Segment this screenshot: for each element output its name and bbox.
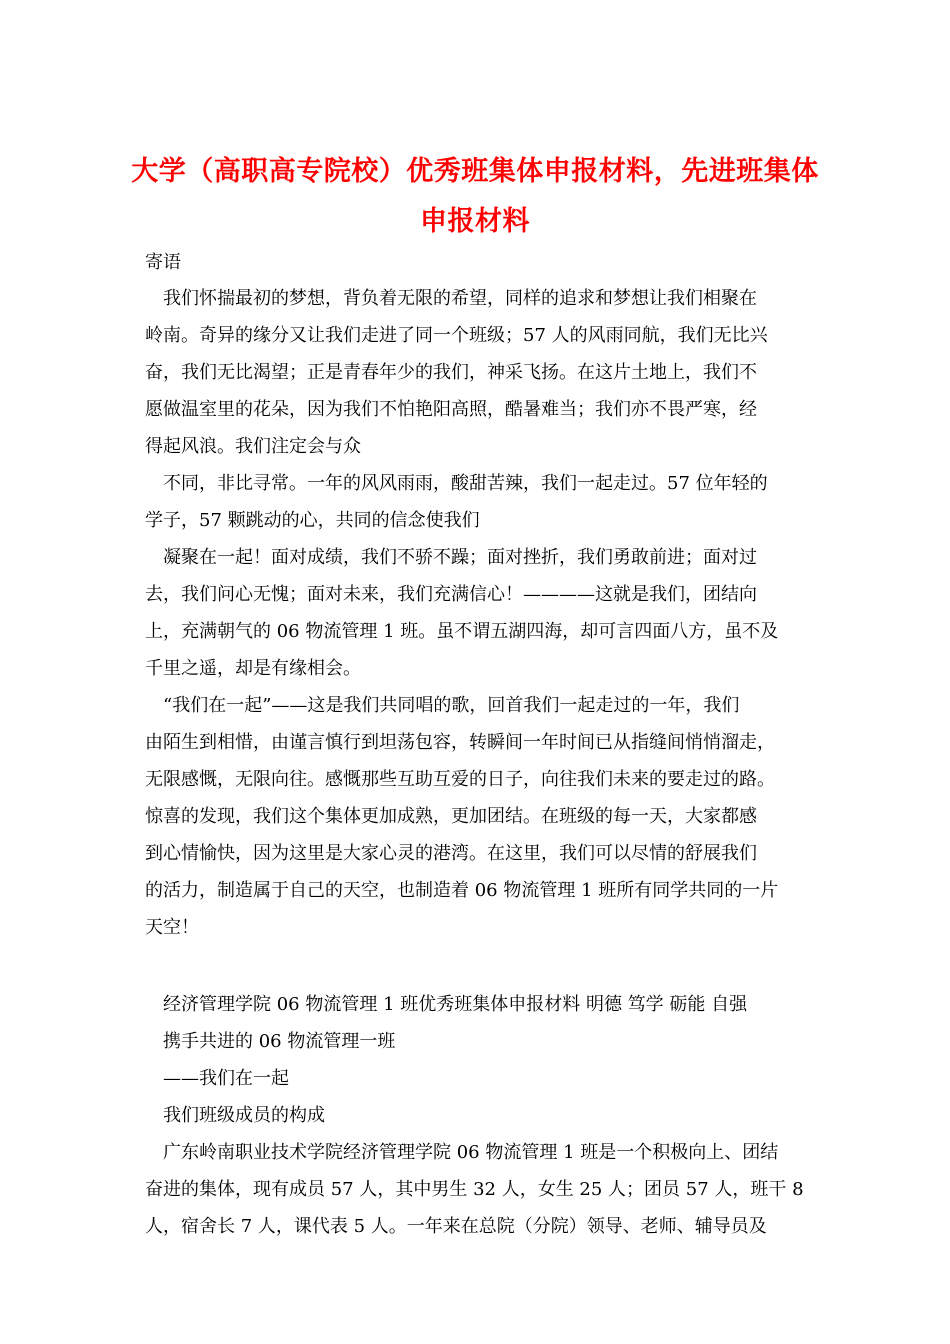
body-line: ——我们在一起 bbox=[163, 1068, 289, 1089]
body-line: 由陌生到相惜，由谨言慎行到坦荡包容，转瞬间一年时间已从指缝间悄悄溜走， bbox=[145, 732, 775, 753]
body-line: 去，我们问心无愧；面对未来，我们充满信心！————这就是我们，团结向 bbox=[145, 584, 757, 605]
body-line: 千里之遥，却是有缘相会。 bbox=[145, 658, 361, 679]
body-line: 天空！ bbox=[145, 917, 199, 938]
body-line: 得起风浪。我们注定会与众 bbox=[145, 436, 361, 457]
body-line: 凝聚在一起！面对成绩，我们不骄不躁；面对挫折，我们勇敢前进；面对过 bbox=[163, 547, 757, 568]
document-body bbox=[145, 280, 815, 1245]
title-line-2: 申报材料 bbox=[420, 206, 530, 237]
body-line: 的活力，制造属于自己的天空，也制造着 06 物流管理 1 班所有同学共同的一片 bbox=[145, 880, 779, 901]
body-line: 愿做温室里的花朵，因为我们不怕艳阳高照，酷暑难当；我们亦不畏严寒，经 bbox=[145, 399, 757, 420]
body-line: 人，宿舍长 7 人，课代表 5 人。一年来在总院（分院）领导、老师、辅导员及 bbox=[145, 1216, 767, 1237]
body-line: 到心情愉快，因为这里是大家心灵的港湾。在这里，我们可以尽情的舒展我们 bbox=[145, 843, 757, 864]
body-line: 无限感慨，无限向往。感慨那些互助互爱的日子，向往我们未来的要走过的路。 bbox=[145, 769, 775, 790]
title-line-1: 大学（高职高专院校）优秀班集体申报材料，先进班集体 bbox=[131, 156, 819, 187]
paragraph-gap bbox=[145, 946, 815, 986]
body-line: 不同，非比寻常。一年的风风雨雨，酸甜苦辣，我们一起走过。57 位年轻的 bbox=[163, 473, 768, 494]
body-line: 广东岭南职业技术学院经济管理学院 06 物流管理 1 班是一个积极向上、团结 bbox=[163, 1142, 779, 1163]
body-line: 上，充满朝气的 06 物流管理 1 班。虽不谓五湖四海，却可言四面八方，虽不及 bbox=[145, 621, 779, 642]
section-label: 寄语 bbox=[145, 252, 181, 273]
body-line: 奋，我们无比渴望；正是青春年少的我们，神采飞扬。在这片土地上，我们不 bbox=[145, 362, 757, 383]
body-line: 经济管理学院 06 物流管理 1 班优秀班集体申报材料 明德 笃学 砺能 自强 bbox=[163, 994, 748, 1015]
body-line: 我们班级成员的构成 bbox=[163, 1105, 325, 1126]
body-line: 我们怀揣最初的梦想，背负着无限的希望，同样的追求和梦想让我们相聚在 bbox=[163, 288, 757, 309]
body-line: 惊喜的发现，我们这个集体更加成熟，更加团结。在班级的每一天，大家都感 bbox=[145, 806, 757, 827]
body-line: 岭南。奇异的缘分又让我们走进了同一个班级；57 人的风雨同航，我们无比兴 bbox=[145, 325, 768, 346]
document-title bbox=[120, 147, 830, 247]
body-line: “我们在一起”——这是我们共同唱的歌，回首我们一起走过的一年，我们 bbox=[163, 695, 740, 716]
body-line: 学子，57 颗跳动的心，共同的信念使我们 bbox=[145, 510, 480, 531]
body-line: 奋进的集体，现有成员 57 人，其中男生 32 人，女生 25 人；团员 57 人，班干 8 bbox=[145, 1179, 804, 1200]
body-line: 携手共进的 06 物流管理一班 bbox=[163, 1031, 396, 1052]
